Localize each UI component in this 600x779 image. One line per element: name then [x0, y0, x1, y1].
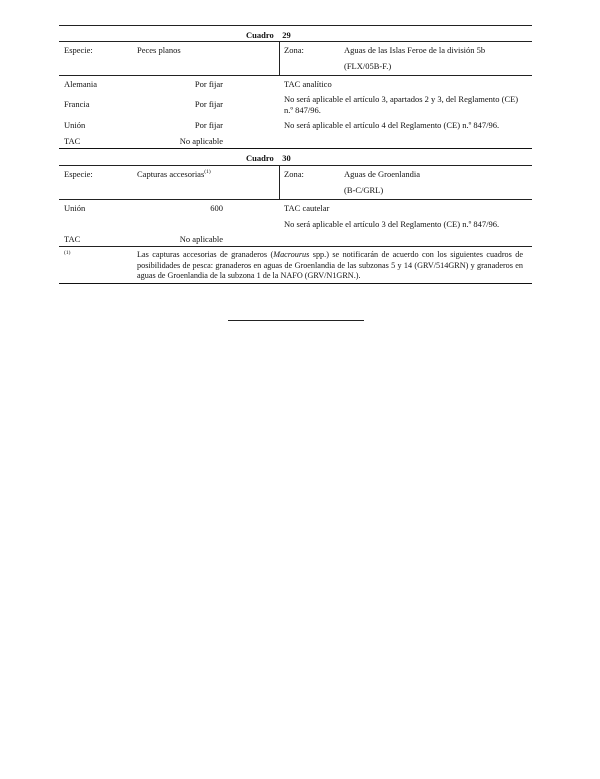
table30-species-label: Especie:: [64, 169, 93, 179]
table30-species-footnote-ref: (1): [204, 169, 211, 176]
table30-species-rule: [59, 199, 532, 200]
table30-header-rule: [59, 165, 532, 166]
table30-caption: [246, 153, 291, 164]
footnote-text-pre: Las capturas accesorias de granaderos (: [137, 250, 274, 259]
table29-row-note: No será aplicable el artículo 3, apartados 2 y 3, del Reglamento (CE) n.º 847/96.: [284, 94, 519, 115]
table30-zone-value: Aguas de Groenlandia: [344, 169, 421, 179]
table29-species-value: Peces planos: [137, 45, 181, 55]
table29-row-name: Unión: [64, 120, 86, 130]
table29-row-value: No aplicable: [179, 136, 223, 146]
table30-caption-label: Cuadro: [246, 153, 274, 163]
table29-row-value: Por fijar: [194, 79, 223, 89]
end-separator-rule: [228, 320, 364, 321]
table29-zone-label: Zona:: [284, 45, 304, 55]
table29-species-rule: [59, 75, 532, 76]
table29-caption-label: Cuadro: [246, 30, 274, 40]
table29-row-name: Alemania: [64, 79, 98, 89]
table29-row-value: Por fijar: [194, 120, 223, 130]
footnote-text-post: spp.) se notificarán de acuerdo con los siguientes cuadros de posibilidades de pesca: granaderos en aguas de Groenlandia de las subzonas 5 y 14 (GRV/514GRN) y granaderos en aguas de Groenlandia de la subzona 1 de la NAFO (GRV/N1GRN.).: [137, 250, 523, 280]
footnote-text: [137, 250, 523, 282]
table30-footnote-rule: [59, 246, 532, 247]
table30-zone-code: (B-C/GRL): [344, 185, 384, 195]
table30-note2: No será aplicable el artículo 3 del Reglamento (CE) n.º 847/96.: [284, 219, 500, 229]
table30-union-name: Unión: [64, 203, 86, 213]
table29-caption: [246, 30, 291, 41]
table29-row-value: Por fijar: [194, 99, 223, 109]
table29-divider: [279, 41, 280, 75]
table29-caption-number: 29: [282, 30, 291, 40]
table30-species-value-wrap: [137, 169, 211, 180]
table29-bottom-rule: [59, 148, 532, 149]
table29-row-note: TAC analítico: [284, 79, 332, 89]
table29-zone-value: Aguas de las Islas Feroe de la división 5b: [344, 45, 486, 55]
table30-tac-value: No aplicable: [179, 234, 223, 244]
table30-species-value: Capturas accesorias: [137, 169, 205, 179]
table29-row-name: TAC: [64, 136, 81, 146]
footnote-text-italic: Macrourus: [273, 250, 310, 259]
table29-row-name: Francia: [64, 99, 90, 109]
table30-zone-label: Zona:: [284, 169, 304, 179]
table29-species-label: Especie:: [64, 45, 93, 55]
table30-tac-name: TAC: [64, 234, 81, 244]
footnote-marker: (1): [64, 250, 71, 256]
table29-row-note: No será aplicable el artículo 4 del Reglamento (CE) n.º 847/96.: [284, 120, 500, 130]
table29-zone-code: (FLX/05B-F.): [344, 61, 392, 71]
table30-bottom-rule: [59, 283, 532, 284]
table30-union-value: 600: [210, 203, 223, 213]
table29-header-rule: [59, 41, 532, 42]
table30-note1: TAC cautelar: [284, 203, 330, 213]
table29-top-rule: [59, 25, 532, 26]
table30-caption-number: 30: [282, 153, 291, 163]
table30-divider: [279, 165, 280, 200]
